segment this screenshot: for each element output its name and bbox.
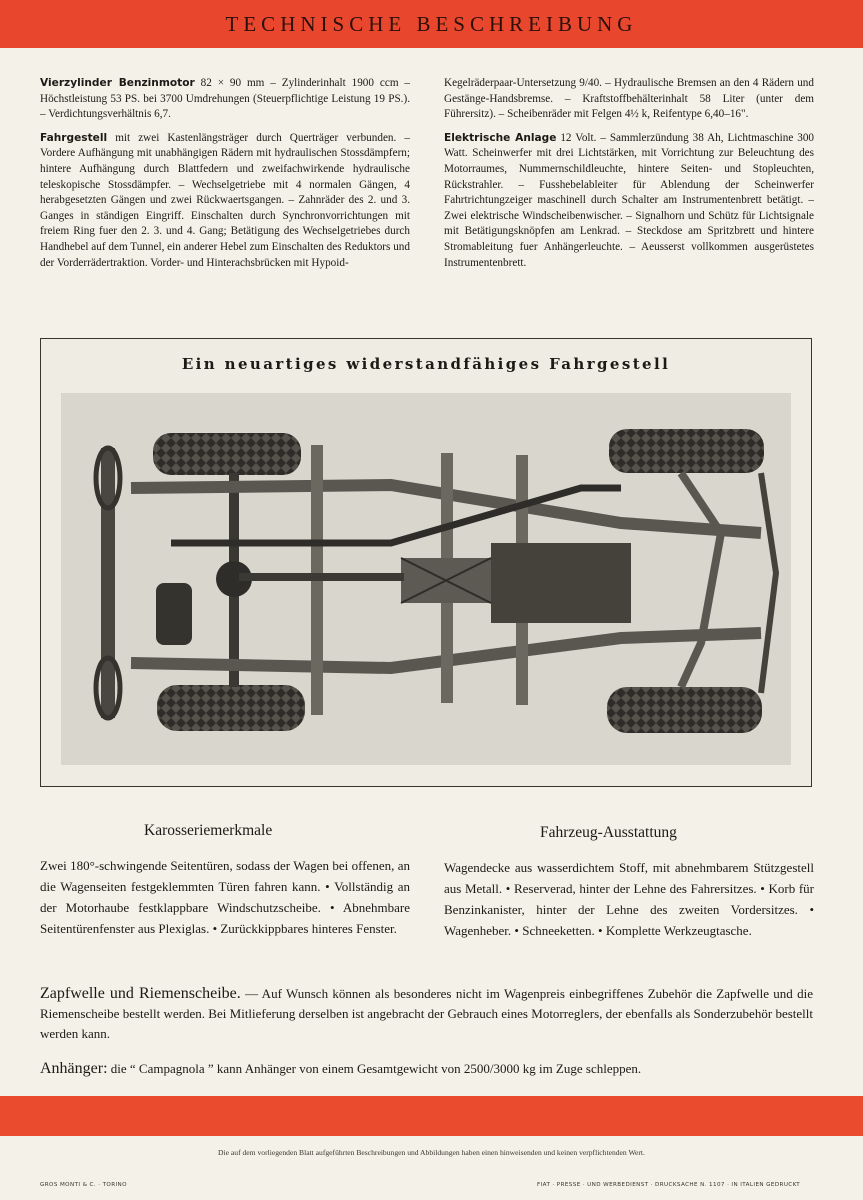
equipment-text: Wagendecke aus wasserdichtem Stoff, mit abnehmbarem Stützgestell aus Metall. • Reserverad, hinter der Lehne des Fahrersitzes. • Korb für Benzinkanister, hinter der Lehne des zweiten Vordersitzes. • Wagenheber. • Schneeketten. • Komplette Werkzeugtasche. [444, 860, 814, 938]
trailer-text: die “ Campagnola ” kann Anhänger von einem Gesamtgewicht von 2500/3000 kg im Zuge schleppen. [110, 1061, 642, 1076]
specs-column-right [444, 76, 814, 279]
body-features-text: Zwei 180°-schwingende Seitentüren, sodass der Wagen bei offenen, an die Wagenseiten festgeklemmten Türen fahren kann. • Vollständig an der Motorhaube festklappbare Windschutzscheibe. • Abnehmbare Seitentürenfenster aus Plexiglas. • Zurückkippbares hinteres Fenster. [40, 858, 410, 936]
trailer-paragraph [40, 1059, 813, 1079]
chassis-label: Fahrgestell [40, 131, 108, 144]
equipment-title: Fahrzeug-Ausstattung [540, 824, 677, 841]
trailer-label: Anhänger: [40, 1060, 108, 1077]
publisher-imprint: FIAT · PRESSE · UND WERBEDIENST · DRUCKSACHE N. 1107 · IN ITALIEN GEDRUCKT [537, 1182, 801, 1188]
specs-column-left [40, 76, 410, 279]
pto-label: Zapfwelle und Riemenscheibe. [40, 985, 241, 1002]
chassis-figure [40, 338, 812, 787]
footer-band [0, 1096, 863, 1136]
motor-text: 82 × 90 mm – Zylinderinhalt 1900 ccm – Höchstleistung 53 PS. bei 3700 Umdrehungen (Steuerpflichtige Leistung 19 PS.). – Verdichtungsverhältnis 6,7. [40, 77, 410, 121]
pto-text: — Auf Wunsch können als besonderes nicht im Wagenpreis einbegriffenes Zubehör die Zapfwelle und die Riemenscheibe bestellt werden. Bei Mitlieferung derselben ist angebracht der Gebrauch eines Motorreglers, der ebenfalls als Sonderzubehör bestellt werden kann. [40, 986, 814, 1041]
footer-disclaimer: Die auf dem vorliegenden Blatt aufgeführten Beschreibungen und Abbildungen haben einen hinweisenden und keinen verpflichtenden Wert. [218, 1148, 645, 1157]
electric-paragraph [444, 131, 814, 271]
electric-label: Elektrische Anlage [444, 131, 557, 144]
header-band [0, 0, 863, 48]
chassis-continued: Kegelräderpaar-Untersetzung 9/40. – Hydraulische Bremsen an den 4 Rädern und Gestänge-Handsbremse. – Kraftstoffbehälterinhalt 58 Liter (unter dem Führersitz). – Scheibenräder mit Felgen 4½ k, Reifentype 6,40–16". [444, 77, 814, 121]
electric-text: 12 Volt. – Sammlerzündung 38 Ah, Lichtmaschine 300 Watt. Scheinwerfer mit drei Lichtstärken, mit Vorrichtung zur Beleuchtung des Motorraumes, Nummernschildleuchte, hintere Seiten- und Stopleuchten, Rückstrahler. – Fusshebelableiter für Ablendung der Scheinwerfer Fahrtrichtungzeiger maschinell durch Schalter am Instrumentenbrett betätigt. – Zwei elektrische Windscheibenwischer. – Signalhorn und Schütz für Lichtsignale mit Betätigungsknöpfen am Lenkrad. – Steckdose am Spritzbrett und hintere Stromableitung fuer Anhängerleuchte. – Aeusserst vollkommen ausgerüstetes Instrumentenbrett. [444, 131, 815, 269]
chassis-paragraph [40, 131, 410, 271]
figure-caption: Ein neuartiges widerstandfähiges Fahrgestell [181, 355, 671, 373]
pto-paragraph [40, 984, 813, 1044]
page-title: TECHNISCHE BESCHREIBUNG [225, 11, 638, 36]
chassis-text: mit zwei Kastenlängsträger durch Querträger verbunden. – Vordere Aufhängung mit unabhängigen Rädern mit hydraulischen Stossdämpfern; hintere Aufhängung durch Blattfedern und zweifachwirkende hydraulische teleskopische Stossdämpfer. – Wechselgetriebe mit 4 normalen Gängen, 4 herabgesetzten Gängen und zwei Rückwaertsgangen. – Zahnräder des 2. und 3. Ganges in ständigen Eingriff. Einschalten durch Synchronvorrichtungen mit freiem Ring fuer den 2. 3. und 4. Gang; Betätigung des Wechselgetriebes durch Handhebel auf dem Tunnel, ein anderer Hebel zum Einschalten des Reduktors und der Vorderrädertraktion. Vorder- und Hinterachsbrücken mit Hypoid- [40, 131, 410, 269]
printer-credit: GROS MONTI & C. · TORINO [40, 1182, 127, 1188]
chassis-photo [61, 393, 791, 765]
body-features-title: Karosseriemerkmale [144, 822, 273, 839]
chassis-illustration [61, 393, 791, 765]
motor-label: Vierzylinder Benzinmotor [40, 77, 195, 89]
motor-paragraph [40, 76, 410, 123]
